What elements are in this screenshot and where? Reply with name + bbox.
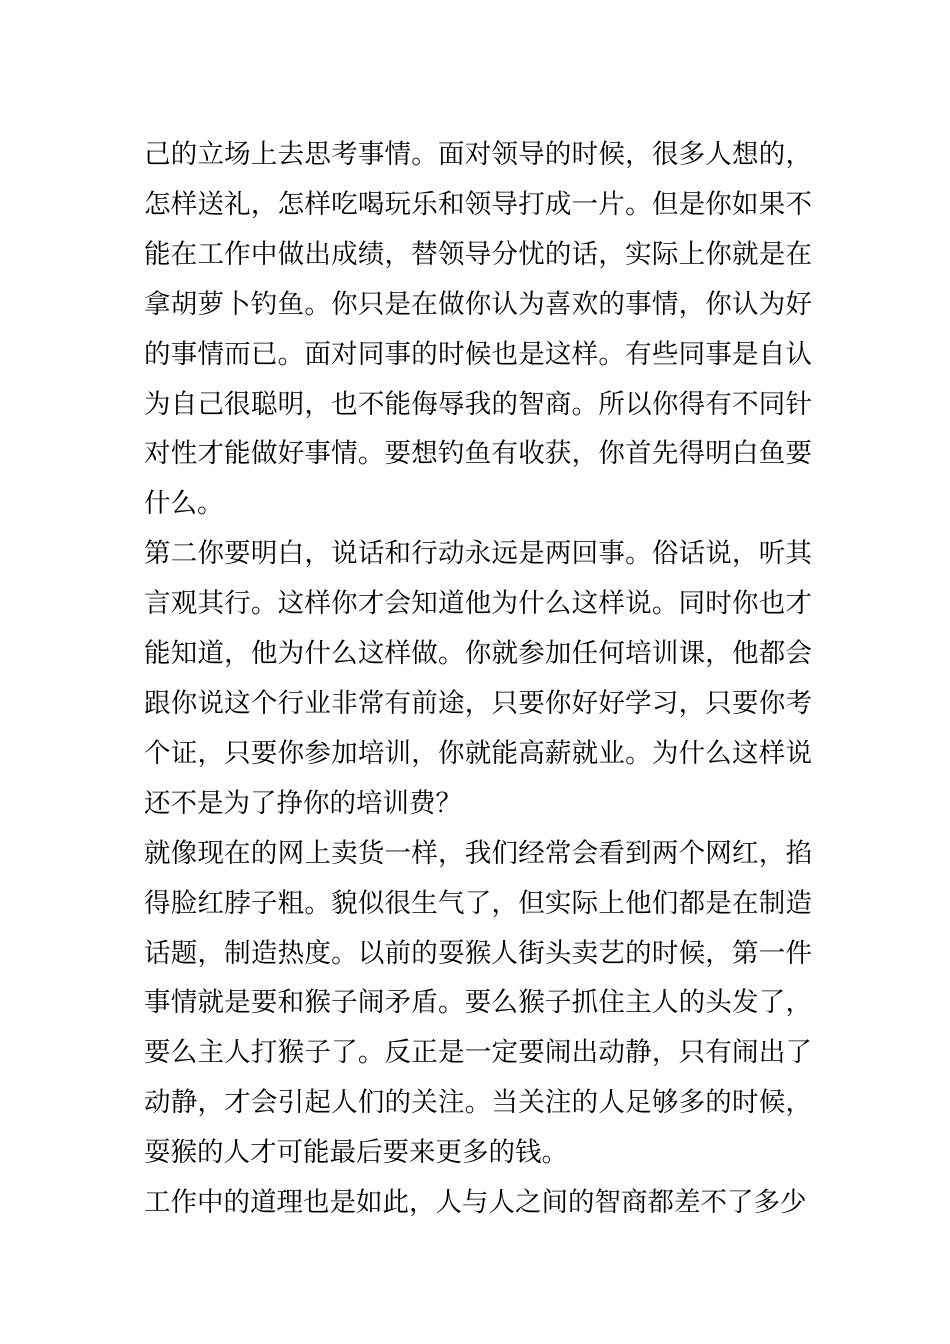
paragraph-1: 己的立场上去思考事情。面对领导的时候，很多人想的，怎样送礼，怎样吃喝玩乐和领导打成一片。但是你如果不能在工作中做出成绩，替领导分忧的话，实际上你就是在拿胡萝卜钓鱼。你只是在做你认为喜欢的事情，你认为好的事情而已。面对同事的时候也是这样。有些同事是自认为自己很聪明，也不能侮辱我的智商。所以你得有不同针对性才能做好事情。要想钓鱼有收获，你首先得明白鱼要什么。 [144,139,812,520]
paragraph-4: 工作中的道理也是如此，人与人之间的智商都差不了多少 [144,1187,807,1219]
paragraph-3: 就像现在的网上卖货一样，我们经常会看到两个网红，掐得脸红脖子粗。貌似很生气了，但实际上他们都是在制造话题，制造热度。以前的耍猴人街头卖艺的时候，第一件事情就是要和猴子闹矛盾。要么猴子抓住主人的头发了，要么主人打猴子了。反正是一定要闹出动静，只有闹出了动静，才会引起人们的关注。当关注的人足够多的时候，耍猴的人才可能最后要来更多的钱。 [144,837,812,1169]
paragraph-2: 第二你要明白，说话和行动永远是两回事。俗话说，听其言观其行。这样你才会知道他为什么这样说。同时你也才能知道，他为什么这样做。你就参加任何培训课，他都会跟你说这个行业非常有前途，只要你好好学习，只要你考个证，只要你参加培训，你就能高薪就业。为什么这样说还不是为了挣你的培训费？ [144,538,812,819]
body-text [144,130,812,1228]
